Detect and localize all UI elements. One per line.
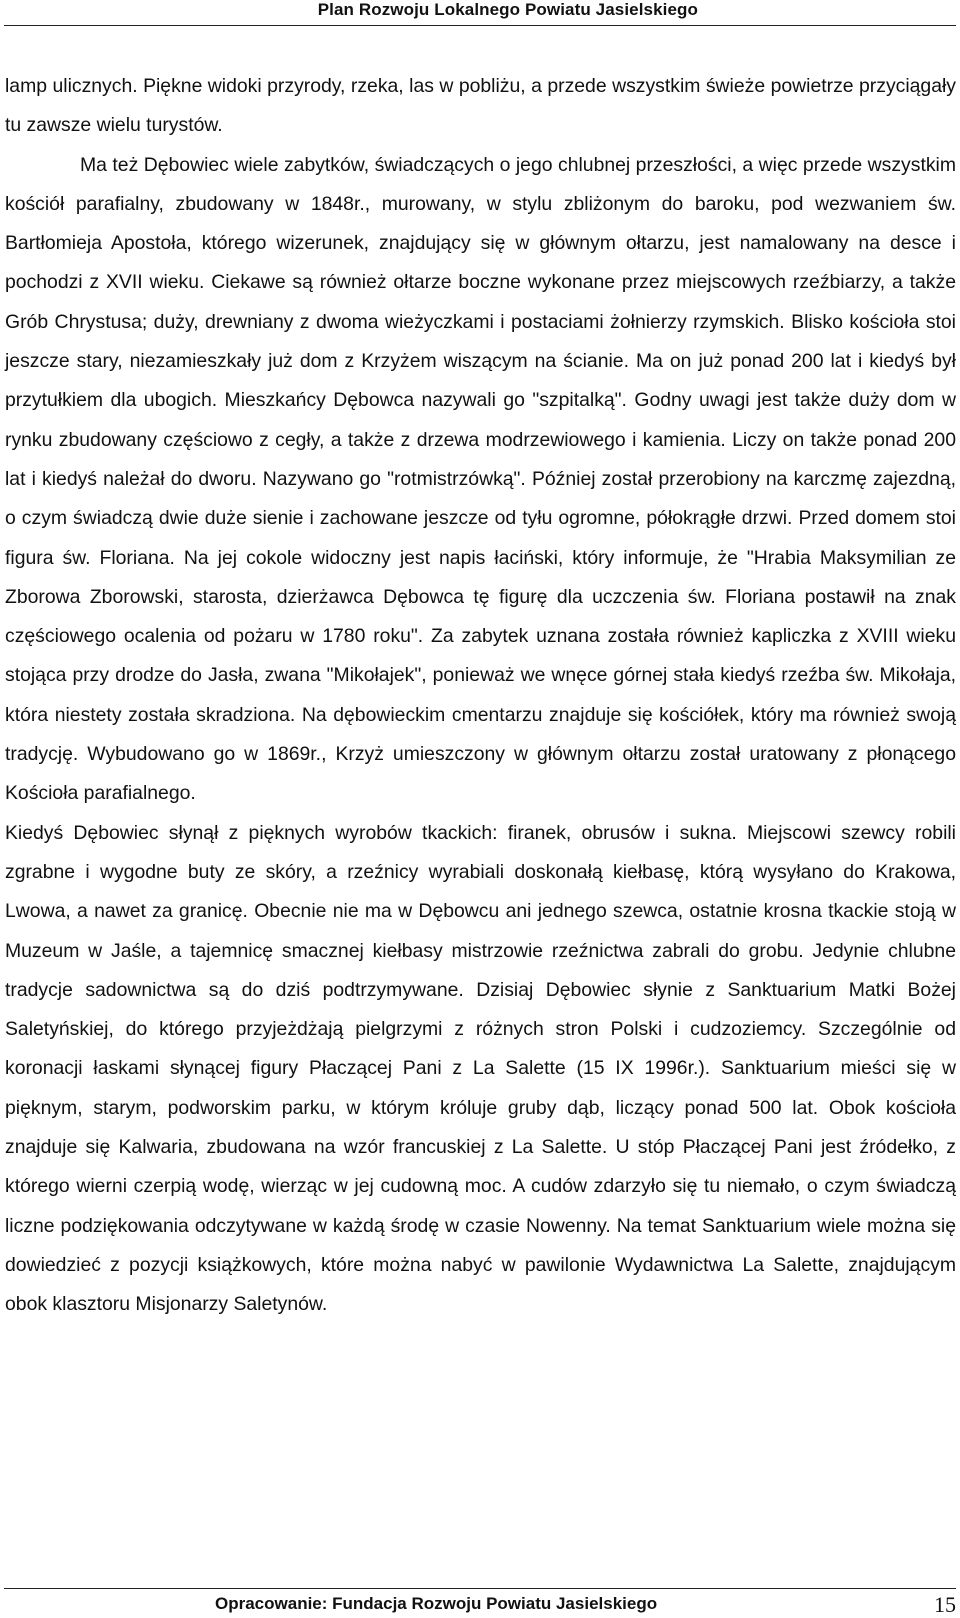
paragraph-2: Ma też Dębowiec wiele zabytków, świadczących o jego chlubnej przeszłości, a więc przede wszystkim kościół parafialny, zbudowany w 1848r., murowany, w stylu zbliżonym do baroku, pod wezwaniem św. Bartłomieja Apostoła, którego wizerunek, znajdujący się w głównym ołtarzu, jest namalowany na desce i pochodzi z XVII wieku. Ciekawe są również ołtarze boczne wykonane przez miejscowych rzeźbiarzy, a także Grób Chrystusa; duży, drewniany z dwoma wieżyczkami i postaciami żołnierzy rzymskich. Blisko kościoła stoi jeszcze stary, niezamieszkały już dom z Krzyżem wiszącym na ścianie. Ma on już ponad 200 lat i kiedyś był przytułkiem dla ubogich. Mieszkańcy Dębowca nazywali go "szpitalką". Godny uwagi jest także duży dom w rynku zbudowany częściowo z cegły, a także z drzewa modrzewiowego i kamienia. Liczy on także ponad 200 lat i kiedyś należał do dworu. Nazywano go "rotmistrzówką". Później został przerobiony na karczmę zajezdną, o czym świadczą dwie duże sienie i zachowane jeszcze od tyłu ogromne, półokrągłe drzwi. Przed domem stoi figura św. Floriana. Na jej cokole widoczny jest napis łaciński, który informuje, że "Hrabia Maksymilian ze Zborowa Zborowski, starosta, dzierżawca Dębowca tę figurę dla uczczenia św. Floriana postawił na znak częściowego ocalenia od pożaru w 1780 roku". Za zabytek uznana została również kapliczka z XVIII wieku stojąca przy drodze do Jasła, zwana "Mikołajek", ponieważ we wnęce górnej stała kiedyś rzeźba św. Mikołaja, która niestety została skradziona. Na dębowieckim cmentarzu znajduje się kościółek, który ma również swoją tradycję. Wybudowano go w 1869r., Krzyż umieszczony w głównym ołtarzu został uratowany z płonącego Kościoła parafialnego. bbox=[5, 153, 956, 805]
body-text bbox=[5, 67, 956, 1325]
page-number: 15 bbox=[934, 1592, 956, 1617]
paragraph-3: Kiedyś Dębowiec słynął z pięknych wyrobów tkackich: firanek, obrusów i sukna. Miejscowi szewcy robili zgrabne i wygodne buty ze skóry, a rzeźnicy wyrabiali doskonałą kiełbasę, którą wysyłano do Krakowa, Lwowa, a nawet za granicę. Obecnie nie ma w Dębowcu ani jednego szewca, ostatnie krosna tkackie stoją w Muzeum w Jaśle, a tajemnicę smacznej kiełbasy mistrzowie rzeźnictwa zabrali do grobu. Jedynie chlubne tradycje sadownictwa są do dziś podtrzymywane. Dzisiaj Dębowiec słynie z Sanktuarium Matki Bożej Saletyńskiej, do którego przyjeżdżają pielgrzymi z różnych stron Polski i cudzoziemcy. Szczególnie od koronacji łaskami słynącej figury Płaczącej Pani z La Salette (15 IX 1996r.). Sanktuarium mieści się w pięknym, starym, podworskim parku, w którym króluje gruby dąb, liczący ponad 500 lat. Obok kościoła znajduje się Kalwaria, zbudowana na wzór francuskiej z La Salette. U stóp Płaczącej Pani jest źródełko, z którego wierni czerpią wodę, wierząc w jej cudowną moc. A cudów zdarzyło się tu niemało, o czym świadczą liczne podziękowania odczytywane w każdą środę w czasie Nowenny. Na temat Sanktuarium wiele można się dowiedzieć z pozycji książkowych, które można nabyć w pawilonie Wydawnictwa La Salette, znajdującym obok klasztoru Misjonarzy Saletynów. bbox=[5, 821, 956, 1316]
page-header bbox=[0, 0, 960, 24]
footer-credit: Opracowanie: Fundacja Rozwoju Powiatu Jasielskiego bbox=[215, 1594, 658, 1613]
footer-divider bbox=[4, 1588, 956, 1589]
header-divider bbox=[4, 25, 956, 26]
paragraph-1: lamp ulicznych. Piękne widoki przyrody, rzeka, las w pobliżu, a przede wszystkim świeże powietrze przyciągały tu zawsze wielu turystów. bbox=[5, 75, 956, 137]
header-title: Plan Rozwoju Lokalnego Powiatu Jasielskiego bbox=[317, 0, 698, 19]
